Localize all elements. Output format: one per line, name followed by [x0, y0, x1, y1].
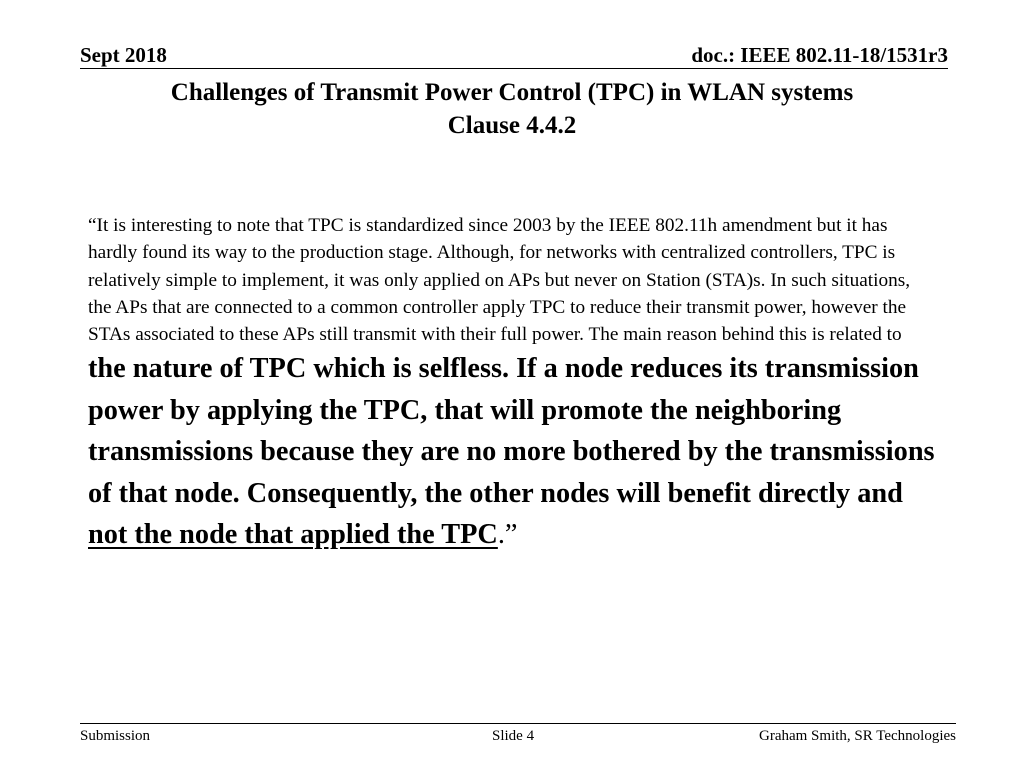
slide-title-line2: Clause 4.4.2 — [447, 112, 577, 139]
quote-bold-main: the nature of TPC which is selfless. If a node reduces its transmission power by applying the TPC, that will promote the neighboring transmissions because they are no more bothered by the transmissions of that node. Consequently, the other nodes will benefit directly and — [88, 353, 935, 509]
footer-submission: Submission — [80, 728, 151, 744]
quote-underlined-text: not the node that applied the TPC — [88, 519, 498, 551]
header-divider — [80, 68, 948, 69]
slide-title — [80, 76, 944, 142]
header-date: Sept 2018 — [80, 43, 167, 67]
footer-divider — [80, 723, 956, 724]
quote-closing: .” — [497, 519, 518, 551]
footer-author: Graham Smith, SR Technologies — [759, 728, 956, 744]
header-doc-id: doc.: IEEE 802.11-18/1531r3 — [691, 43, 948, 67]
slide-title-line1: Challenges of Transmit Power Control (TPC) in WLAN systems — [170, 79, 854, 106]
quote-block — [88, 212, 938, 556]
footer-slide-number: Slide 4 — [492, 728, 535, 744]
quote-normal-text: “It is interesting to note that TPC is standardized since 2003 by the IEEE 802.11h amendment but it has hardly found its way to the production stage. Although, for networks with centralized controllers, TPC is relatively simple to implement, it was only applied on APs but never on Station (STA)s. In such situations, the APs that are connected to a common controller apply TPC to reduce their transmit power, however the STAs associated to these APs still transmit with their full power. The main reason behind this is related to — [88, 215, 911, 346]
